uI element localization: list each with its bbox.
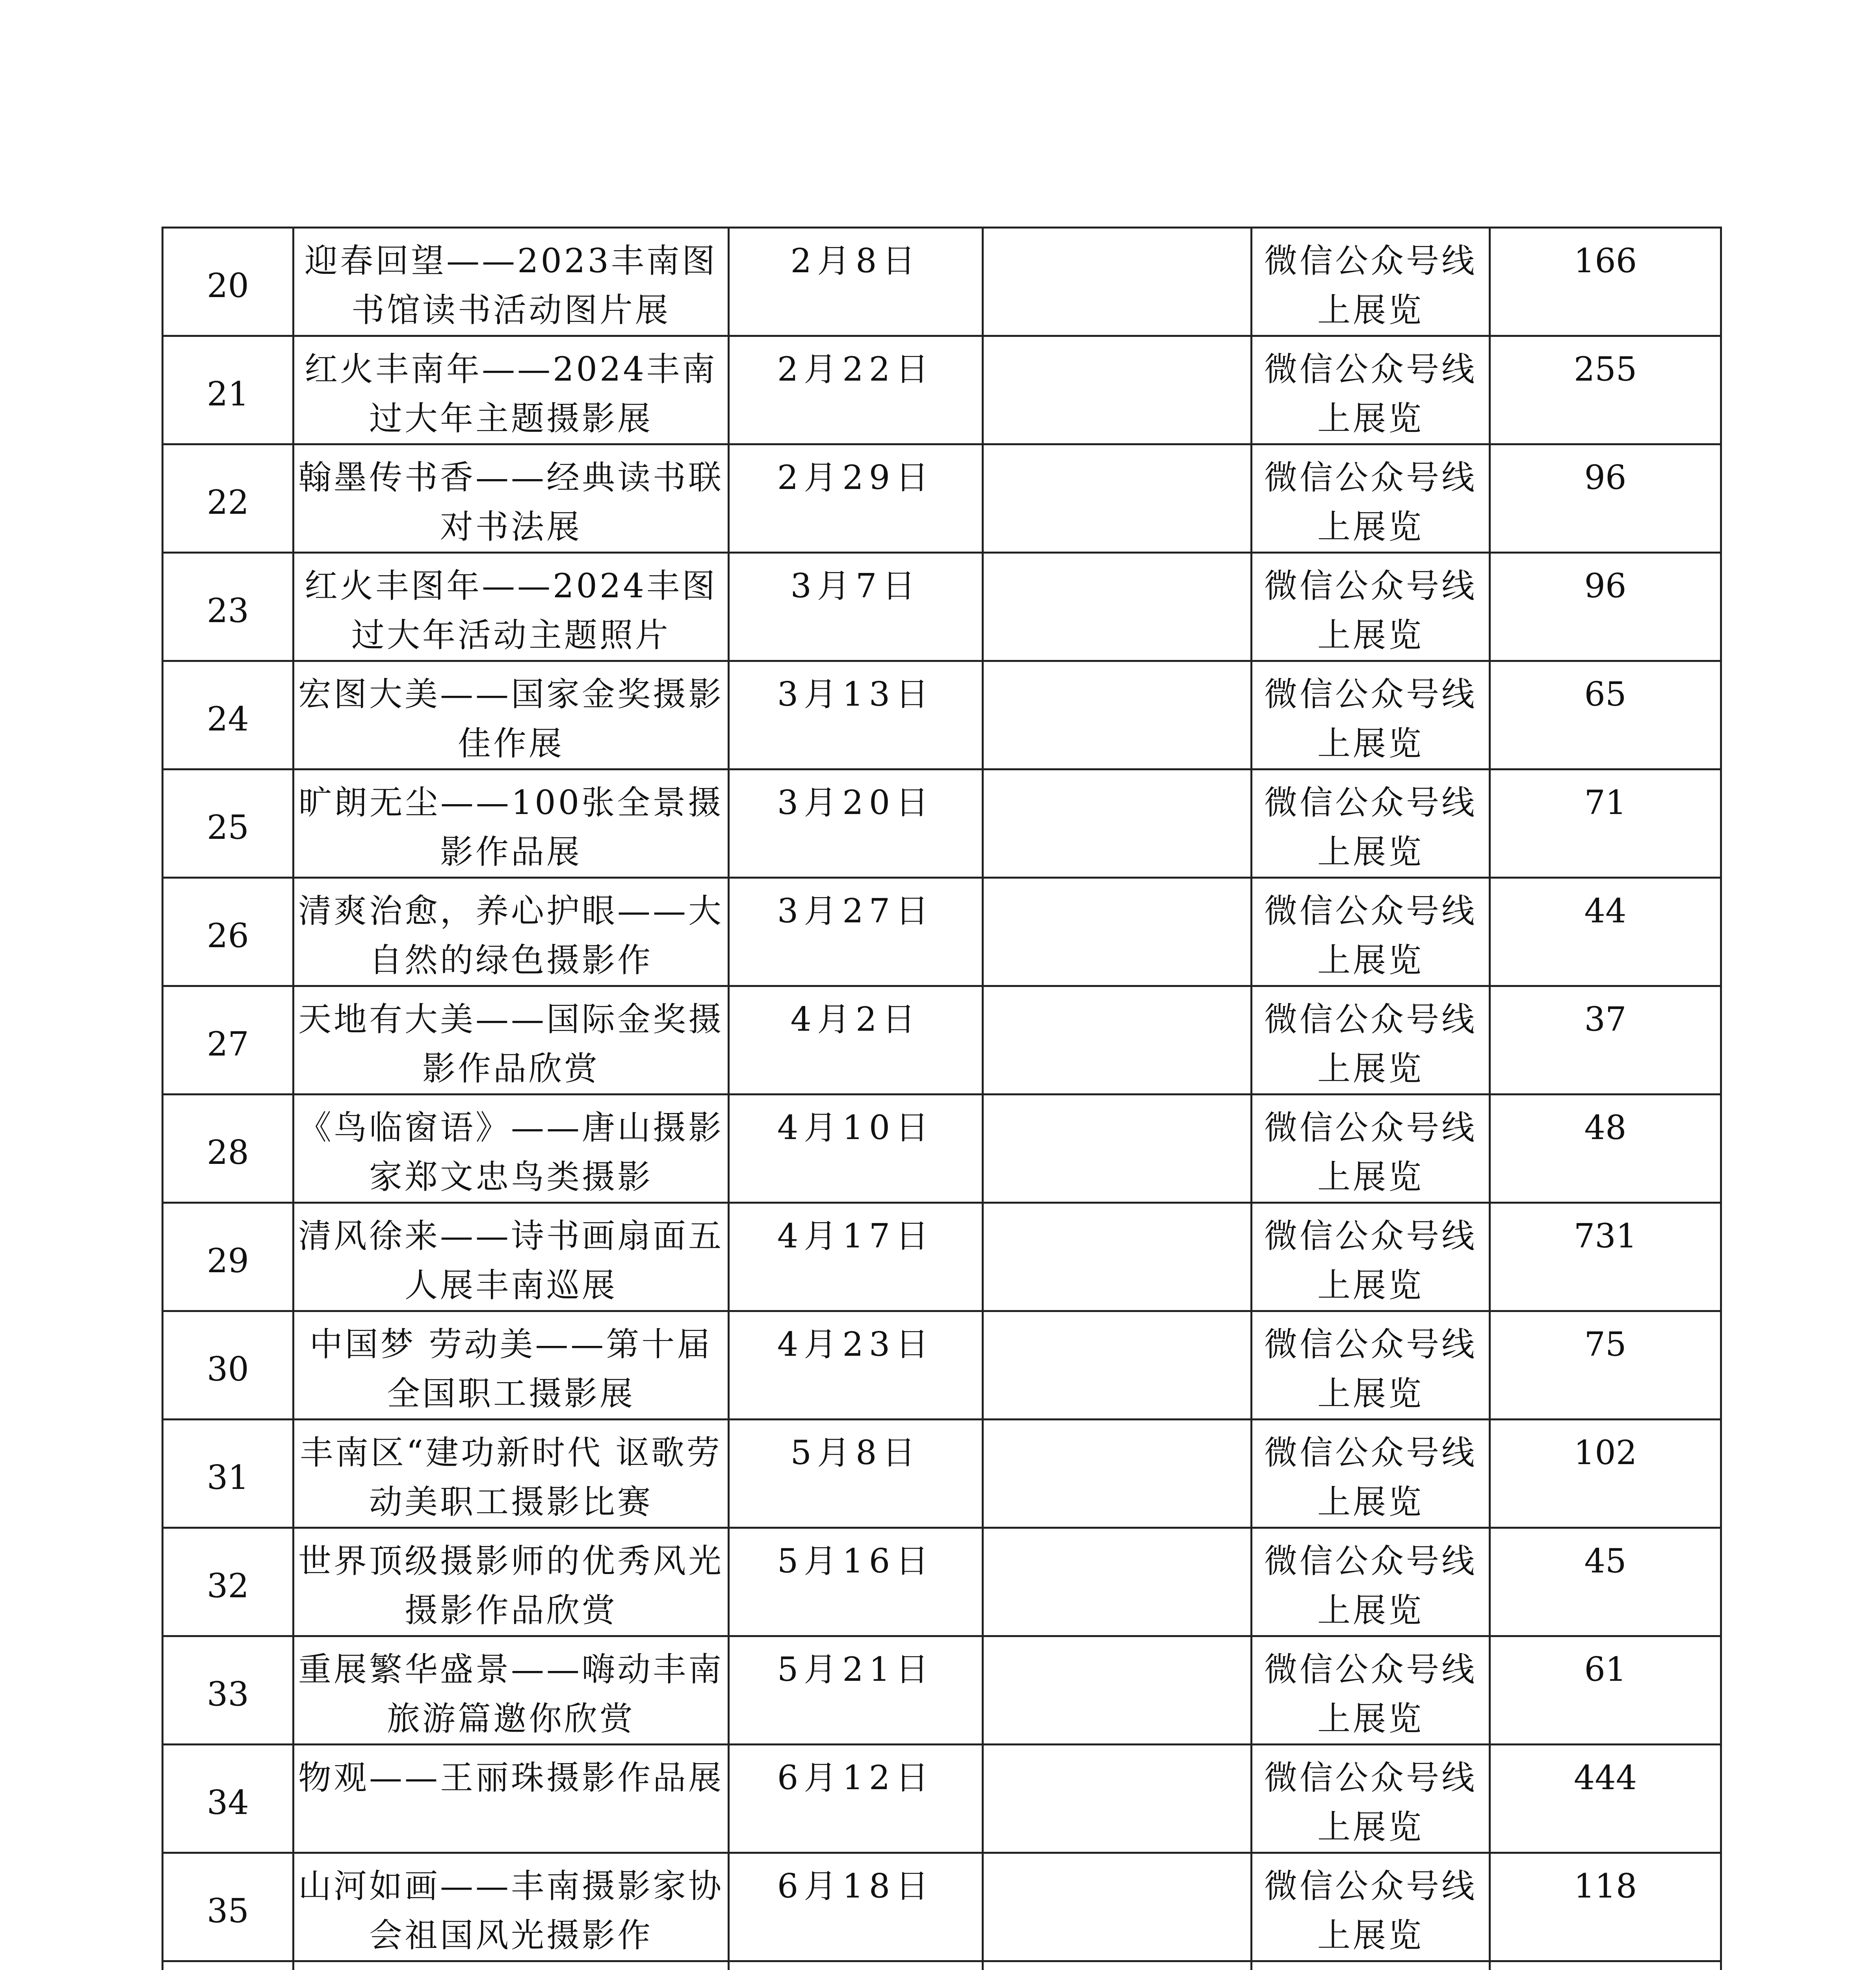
row-index-cell	[163, 553, 293, 661]
view-count	[1491, 1962, 1720, 1970]
view-count: 444	[1573, 1758, 1637, 1797]
exhibition-type: 微信公众号线上展览	[1264, 1758, 1477, 1846]
row-index-cell	[163, 336, 293, 444]
exhibition-type: 微信公众号线上展览	[1264, 675, 1477, 763]
view-count: 71	[1584, 783, 1627, 822]
exhibition-type: 微信公众号线上展览	[1264, 1108, 1477, 1196]
view-count: 65	[1584, 675, 1627, 714]
view-count: 48	[1584, 1108, 1627, 1147]
exhibition-title-cell	[293, 769, 729, 878]
exhibition-location	[984, 1312, 1250, 1418]
exhibition-title: 宏图大美——国家金奖摄影佳作展	[298, 675, 724, 763]
exhibition-date-cell	[729, 1636, 983, 1745]
exhibition-location-cell	[983, 228, 1252, 336]
exhibition-type-cell	[1252, 1528, 1490, 1636]
exhibition-date-cell	[729, 336, 983, 444]
exhibition-location-cell	[983, 1420, 1252, 1528]
exhibition-date-cell	[729, 1203, 983, 1311]
table-row	[163, 1203, 1721, 1311]
table-row	[163, 986, 1721, 1095]
exhibition-type-cell	[1252, 878, 1490, 986]
row-index: 24	[207, 699, 249, 738]
row-index-cell	[163, 986, 293, 1095]
row-index: 29	[207, 1241, 249, 1280]
exhibition-type: 微信公众号线上展览	[1264, 892, 1477, 979]
view-count-cell	[1490, 1961, 1721, 1970]
row-index-cell	[163, 661, 293, 769]
view-count-cell	[1490, 444, 1721, 553]
exhibition-type-cell	[1252, 769, 1490, 878]
exhibition-title-cell	[293, 444, 729, 553]
exhibition-title-cell	[293, 1203, 729, 1311]
exhibition-date-cell	[729, 1961, 983, 1970]
table-row	[163, 444, 1721, 553]
exhibition-location	[984, 662, 1250, 768]
exhibition-title: 山河如画——丰南摄影家协会祖国风光摄影作	[298, 1867, 724, 1955]
view-count: 61	[1584, 1650, 1627, 1689]
table-row	[163, 553, 1721, 661]
row-index: 23	[207, 591, 249, 630]
exhibition-title-cell	[293, 1311, 729, 1420]
exhibition-type: 微信公众号线上展览	[1264, 1217, 1477, 1305]
row-index: 32	[207, 1566, 249, 1605]
exhibition-title-cell	[293, 228, 729, 336]
exhibition-type: 微信公众号线上展览	[1264, 1000, 1477, 1088]
exhibition-location-cell	[983, 1745, 1252, 1853]
exhibition-date-cell	[729, 1095, 983, 1203]
exhibition-date: 5月8日	[790, 1433, 921, 1472]
exhibition-location	[984, 445, 1250, 552]
exhibition-date-cell	[729, 769, 983, 878]
exhibition-title-cell	[293, 1745, 729, 1853]
exhibition-title-cell	[293, 986, 729, 1095]
exhibition-title: 重展繁华盛景——嗨动丰南旅游篇邀你欣赏	[298, 1650, 724, 1738]
exhibition-location	[984, 1962, 1250, 1970]
exhibition-title-cell	[293, 1961, 729, 1970]
view-count: 37	[1584, 1000, 1627, 1039]
exhibition-location-cell	[983, 661, 1252, 769]
exhibition-type: 微信公众号线上展览	[1264, 350, 1477, 438]
row-index-cell	[163, 1420, 293, 1528]
exhibition-title: 迎春回望——2023丰南图书馆读书活动图片展	[305, 242, 717, 329]
exhibition-title	[294, 1962, 728, 1970]
exhibition-type-cell	[1252, 1636, 1490, 1745]
exhibition-title-cell	[293, 1853, 729, 1961]
exhibition-type-cell	[1252, 1853, 1490, 1961]
table-row	[163, 228, 1721, 336]
row-index: 34	[207, 1783, 249, 1822]
exhibition-type-cell	[1252, 228, 1490, 336]
exhibition-date: 4月10日	[777, 1108, 934, 1147]
exhibition-title-cell	[293, 661, 729, 769]
exhibition-title-cell	[293, 878, 729, 986]
table-row	[163, 1420, 1721, 1528]
exhibition-date-cell	[729, 878, 983, 986]
exhibition-title-cell	[293, 553, 729, 661]
view-count: 731	[1573, 1217, 1637, 1255]
exhibition-type: 微信公众号线上展览	[1264, 458, 1477, 546]
row-index-cell	[163, 1311, 293, 1420]
exhibition-location	[984, 554, 1250, 660]
exhibition-type: 微信公众号线上展览	[1264, 1433, 1477, 1521]
exhibition-date-cell	[729, 228, 983, 336]
exhibition-date: 2月29日	[777, 458, 934, 497]
exhibition-location-cell	[983, 1095, 1252, 1203]
view-count-cell	[1490, 1203, 1721, 1311]
exhibition-date-cell	[729, 444, 983, 553]
exhibition-title: 清风徐来——诗书画扇面五人展丰南巡展	[298, 1217, 724, 1305]
exhibition-location	[984, 1854, 1250, 1960]
exhibition-date: 2月8日	[790, 242, 921, 280]
exhibition-title: 丰南区“建功新时代 讴歌劳动美职工摄影比赛	[300, 1433, 722, 1521]
row-index: 25	[207, 808, 249, 847]
exhibition-type-cell	[1252, 1203, 1490, 1311]
exhibition-location-cell	[983, 878, 1252, 986]
view-count-cell	[1490, 1745, 1721, 1853]
table-row	[163, 336, 1721, 444]
exhibition-date: 5月21日	[777, 1650, 934, 1689]
exhibition-type-cell	[1252, 336, 1490, 444]
exhibition-type: 微信公众号线上展览	[1264, 1542, 1477, 1630]
exhibition-location	[984, 1204, 1250, 1310]
row-index-cell	[163, 878, 293, 986]
row-index: 35	[207, 1891, 249, 1930]
view-count: 166	[1573, 242, 1637, 280]
row-index-cell	[163, 1853, 293, 1961]
table-row	[163, 1528, 1721, 1636]
exhibition-date-cell	[729, 1528, 983, 1636]
view-count-cell	[1490, 553, 1721, 661]
exhibition-location-cell	[983, 986, 1252, 1095]
exhibition-table	[162, 227, 1722, 1970]
exhibition-date: 3月27日	[777, 892, 934, 930]
exhibition-date	[730, 1962, 982, 1970]
exhibition-location	[984, 229, 1250, 335]
exhibition-type-cell	[1252, 1420, 1490, 1528]
exhibition-title: 世界顶级摄影师的优秀风光摄影作品欣赏	[298, 1542, 724, 1630]
row-index: 20	[207, 266, 249, 305]
row-index: 26	[207, 916, 249, 955]
table-row	[163, 1636, 1721, 1745]
exhibition-date: 6月18日	[777, 1867, 934, 1905]
exhibition-type: 微信公众号线上展览	[1264, 242, 1477, 329]
exhibition-title: 《鸟临窗语》——唐山摄影家郑文忠鸟类摄影	[298, 1108, 724, 1196]
exhibition-type: 微信公众号线上展览	[1264, 1650, 1477, 1738]
exhibition-date-cell	[729, 1853, 983, 1961]
exhibition-date: 3月7日	[790, 567, 921, 605]
exhibition-date-cell	[729, 553, 983, 661]
exhibition-type: 微信公众号线上展览	[1264, 783, 1477, 871]
view-count-cell	[1490, 986, 1721, 1095]
row-index: 31	[207, 1458, 249, 1497]
view-count-cell	[1490, 1528, 1721, 1636]
exhibition-date-cell	[729, 1745, 983, 1853]
view-count: 45	[1584, 1542, 1627, 1580]
row-index-cell	[163, 1095, 293, 1203]
row-index: 33	[207, 1674, 249, 1714]
exhibition-date: 2月22日	[777, 350, 934, 388]
table-row	[163, 769, 1721, 878]
exhibition-location-cell	[983, 1961, 1252, 1970]
view-count-cell	[1490, 228, 1721, 336]
exhibition-type-cell	[1252, 986, 1490, 1095]
row-index-cell	[163, 1636, 293, 1745]
view-count-cell	[1490, 336, 1721, 444]
exhibition-date: 3月20日	[777, 783, 934, 822]
exhibition-title-cell	[293, 336, 729, 444]
exhibition-type-cell	[1252, 553, 1490, 661]
row-index-cell	[163, 444, 293, 553]
exhibition-location	[984, 1529, 1250, 1635]
exhibition-title: 清爽治愈，养心护眼——大自然的绿色摄影作	[298, 892, 724, 979]
exhibition-title: 红火丰图年——2024丰图过大年活动主题照片	[305, 567, 717, 654]
exhibition-location	[984, 337, 1250, 443]
row-index-cell	[163, 1528, 293, 1636]
row-index: 27	[207, 1024, 249, 1063]
exhibition-location-cell	[983, 553, 1252, 661]
exhibition-location	[984, 1095, 1250, 1202]
table-row	[163, 1853, 1721, 1961]
table-row	[163, 1961, 1721, 1970]
table-row	[163, 1311, 1721, 1420]
row-index-cell	[163, 1961, 293, 1970]
exhibition-title: 物观——王丽珠摄影作品展	[298, 1758, 724, 1797]
view-count: 44	[1584, 892, 1627, 930]
view-count-cell	[1490, 878, 1721, 986]
exhibition-type: 微信公众号线上展览	[1264, 1325, 1477, 1413]
row-index-cell	[163, 228, 293, 336]
view-count-cell	[1490, 661, 1721, 769]
exhibition-date: 5月16日	[777, 1542, 934, 1580]
exhibition-title: 旷朗无尘——100张全景摄影作品展	[298, 783, 724, 871]
exhibition-title-cell	[293, 1528, 729, 1636]
exhibition-title: 翰墨传书香——经典读书联对书法展	[298, 458, 724, 546]
exhibition-location-cell	[983, 1853, 1252, 1961]
exhibition-type-cell	[1252, 1095, 1490, 1203]
view-count-cell	[1490, 1311, 1721, 1420]
exhibition-date-cell	[729, 1311, 983, 1420]
exhibition-title: 天地有大美——国际金奖摄影作品欣赏	[298, 1000, 724, 1088]
exhibition-location	[984, 987, 1250, 1093]
row-index: 28	[207, 1133, 249, 1172]
table-row	[163, 1745, 1721, 1853]
exhibition-type-cell	[1252, 1311, 1490, 1420]
table-row	[163, 661, 1721, 769]
table-row	[163, 878, 1721, 986]
exhibition-title-cell	[293, 1636, 729, 1745]
exhibition-type-cell	[1252, 1961, 1490, 1970]
table-body	[163, 228, 1721, 1970]
exhibition-location-cell	[983, 336, 1252, 444]
exhibition-type-cell	[1252, 444, 1490, 553]
exhibition-date-cell	[729, 986, 983, 1095]
exhibition-location-cell	[983, 769, 1252, 878]
row-index-cell	[163, 1745, 293, 1853]
exhibition-type: 微信公众号线上展览	[1264, 1867, 1477, 1955]
exhibition-date-cell	[729, 1420, 983, 1528]
exhibition-title: 中国梦 劳动美——第十届全国职工摄影展	[309, 1325, 713, 1413]
view-count: 75	[1584, 1325, 1627, 1364]
table-row	[163, 1095, 1721, 1203]
exhibition-location-cell	[983, 1636, 1252, 1745]
row-index: 22	[207, 483, 249, 522]
exhibition-date-cell	[729, 661, 983, 769]
exhibition-date: 4月17日	[777, 1217, 934, 1255]
exhibition-type-cell	[1252, 1745, 1490, 1853]
exhibition-type: 微信公众号线上展览	[1264, 567, 1477, 654]
exhibition-type-cell	[1252, 661, 1490, 769]
exhibition-location-cell	[983, 1311, 1252, 1420]
row-index: 30	[207, 1349, 249, 1388]
exhibition-location	[984, 1420, 1250, 1527]
row-index-cell	[163, 769, 293, 878]
view-count-cell	[1490, 1853, 1721, 1961]
view-count: 96	[1584, 567, 1627, 605]
exhibition-title: 红火丰南年——2024丰南过大年主题摄影展	[305, 350, 717, 438]
exhibition-location-cell	[983, 1528, 1252, 1636]
row-index	[163, 1962, 292, 1970]
exhibition-date: 4月2日	[790, 1000, 921, 1039]
view-count: 102	[1573, 1433, 1637, 1472]
exhibition-location-cell	[983, 1203, 1252, 1311]
exhibition-location	[984, 879, 1250, 985]
exhibition-location-cell	[983, 444, 1252, 553]
row-index-cell	[163, 1203, 293, 1311]
exhibition-location	[984, 1745, 1250, 1852]
exhibition-title-cell	[293, 1420, 729, 1528]
exhibition-location	[984, 1637, 1250, 1743]
exhibition-type	[1252, 1962, 1489, 1970]
view-count-cell	[1490, 1420, 1721, 1528]
view-count-cell	[1490, 1636, 1721, 1745]
exhibition-date: 6月12日	[777, 1758, 934, 1797]
view-count: 118	[1573, 1867, 1637, 1905]
row-index: 21	[207, 374, 249, 413]
exhibition-location	[984, 770, 1250, 877]
exhibition-date: 4月23日	[777, 1325, 934, 1364]
view-count-cell	[1490, 1095, 1721, 1203]
view-count-cell	[1490, 769, 1721, 878]
exhibition-date: 3月13日	[777, 675, 934, 714]
exhibition-title-cell	[293, 1095, 729, 1203]
view-count: 96	[1584, 458, 1627, 497]
view-count: 255	[1573, 350, 1637, 388]
